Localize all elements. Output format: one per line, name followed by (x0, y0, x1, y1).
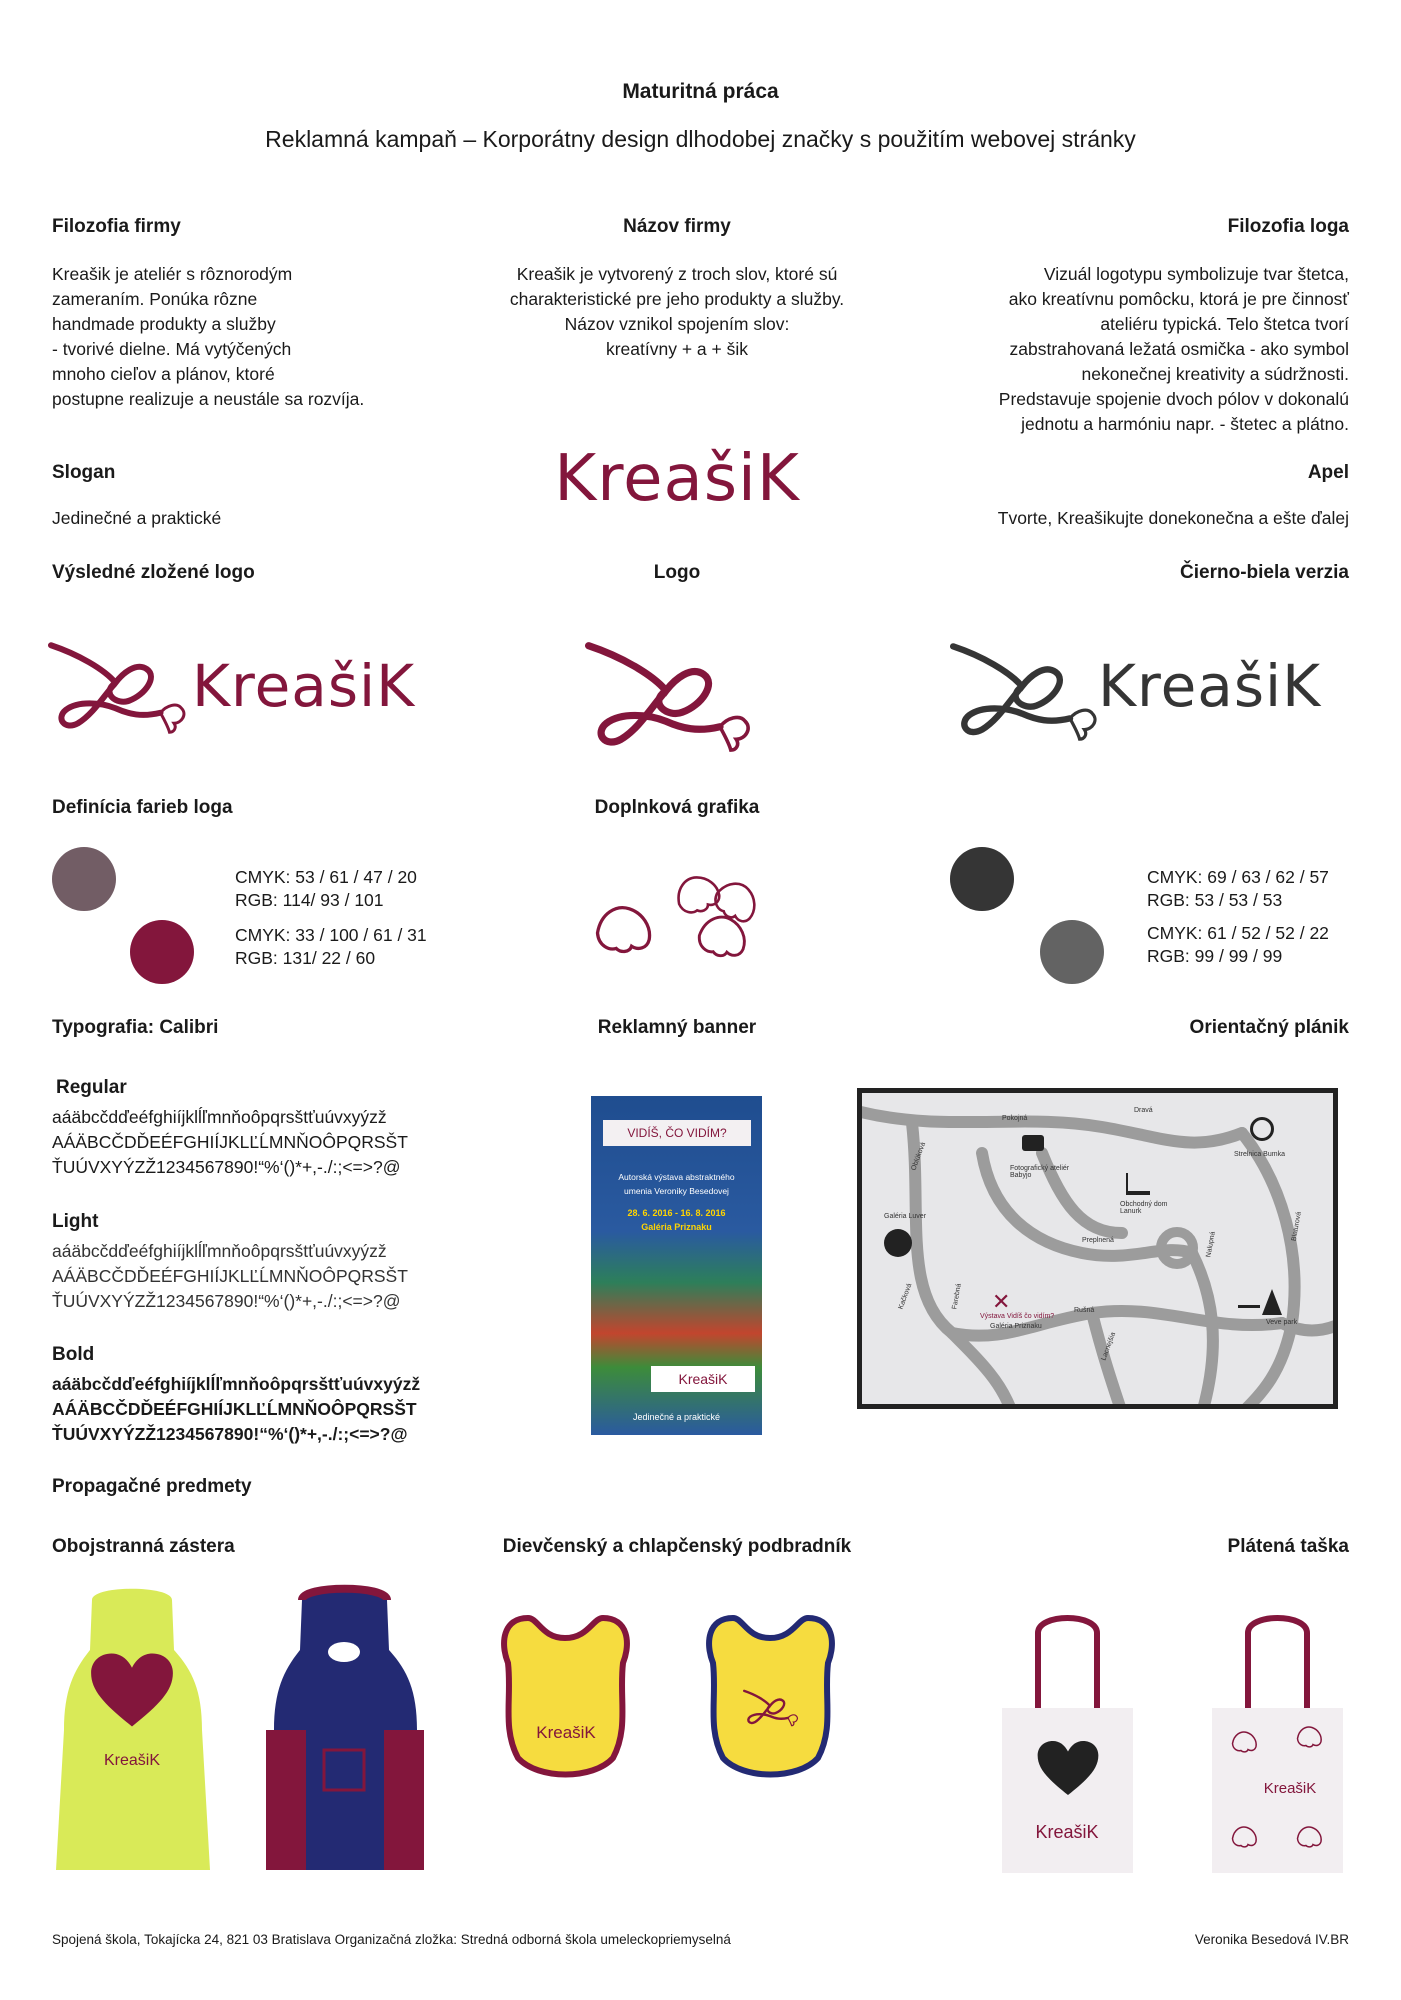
color-1-cmyk: CMYK: 53 / 61 / 47 / 20 (235, 867, 417, 887)
heading-taska: Plátená taška (1227, 1536, 1349, 1557)
map-label-rusna: Rušná (1074, 1307, 1095, 1314)
color-swatch-1 (52, 847, 116, 911)
nazov-firmy-text: Kreašik je vytvorený z troch slov, ktoré sú charakteristické pre jeho produkty a služby. Názov vznikol spojením slov: kreatívny + a + šik (509, 264, 845, 359)
map-label-galeria-priznaku: Galéria Priznaku (990, 1323, 1042, 1330)
map-label-drava: Dravá (1134, 1107, 1153, 1114)
button-icon (884, 1229, 912, 1257)
color-2-rgb: RGB: 131/ 22 / 60 (235, 948, 376, 968)
typo-bold-sample: aáäbcčdďeéfghiíjklĺľmnňoôpqrsštťuúvxyýzž AÁÄBCČDĎEÉFGHIÍJKLĽĹMNŇOÔPQRSŠT ŤUÚVXYÝZŽ1234567890!“%‘()*+,-./:;<=>?@ (52, 1374, 421, 1444)
typo-regular-sample: aáäbcčdďeéfghiíjklĺľmnňoôpqrsštťuúvxyýzž AÁÄBCČDĎEÉFGHIÍJKLĽĹMNŇOÔPQRSŠT ŤUÚVXYÝZŽ1234567890!“%‘()*+,-./:;<=>?@ (52, 1107, 408, 1177)
banner-place: Galéria Priznaku (641, 1222, 712, 1232)
leaf-icon (590, 900, 660, 955)
heading-filozofia-loga: Filozofia loga (1227, 216, 1349, 237)
map-label-farebna: Farebná (951, 1283, 963, 1310)
tote-bag-heart (1000, 1608, 1135, 1878)
typo-regular-label: Regular (56, 1077, 127, 1098)
map-label-kackova: Kačková (897, 1282, 914, 1311)
typo-bold-label: Bold (52, 1344, 95, 1365)
page-subtitle: Reklamná kampaň – Korporátny design dlhodobej značky s použitím webovej stránky (265, 126, 1136, 152)
color-3-rgb: RGB: 53 / 53 / 53 (1147, 890, 1283, 910)
leaf-icon (691, 905, 757, 964)
heading-banner: Reklamný banner (597, 1017, 757, 1038)
map-label-lacnejsia: Lacnejšia (1100, 1331, 1118, 1362)
camera-icon (1022, 1135, 1044, 1151)
color-3-cmyk: CMYK: 69 / 63 / 62 / 57 (1147, 867, 1329, 887)
map-label-obluk: Oblúková (910, 1141, 928, 1172)
color-4-cmyk: CMYK: 61 / 52 / 52 / 22 (1147, 923, 1329, 943)
banner-line-2: umenia Veroniky Besedovej (624, 1186, 729, 1196)
heading-planik: Orientačný plánik (1189, 1017, 1349, 1038)
apron-logo: KreašiK (103, 1752, 161, 1769)
banner-title: VIDÍŠ, ČO VIDÍM? (603, 1120, 751, 1146)
apel-text: Tvorte, Kreašikujte donekonečna a ešte ďalej (997, 508, 1349, 528)
orientation-map (857, 1088, 1338, 1409)
color-1-rgb: RGB: 114/ 93 / 101 (235, 890, 384, 910)
heading-cb-verzia: Čierno-biela verzia (1180, 562, 1349, 583)
color-3-values (1147, 866, 1329, 912)
advertising-banner (591, 1096, 762, 1435)
heading-zastera: Obojstranná zástera (52, 1536, 235, 1557)
map-label-foto: Fotografický ateliér Babyjo (1010, 1165, 1070, 1179)
filozofia-firmy-text: Kreašik je ateliér s rôznorodým zameraním. Ponúka rôzne handmade produkty a služby - tvorivé dielne. Má vytýčených mnoho cieľov a plánov, ktoré postupne realizuje a neustále sa rozvíja. (52, 264, 365, 409)
page-title: Maturitná práca (622, 80, 779, 103)
brush-logo-only-icon (585, 632, 765, 762)
heading-apel: Apel (1307, 462, 1349, 483)
tote-leaves-logo: KreašiK (1263, 1780, 1317, 1797)
apron-yellow (52, 1580, 212, 1880)
bib-girl-logo: KreašiK (536, 1723, 596, 1742)
map-label-veve: Veve park (1266, 1319, 1298, 1326)
heading-farby: Definícia farieb loga (52, 797, 233, 818)
bench-icon (1238, 1305, 1260, 1318)
heading-logo: Logo (653, 562, 701, 583)
heading-slogan: Slogan (52, 462, 116, 483)
color-4-rgb: RGB: 99 / 99 / 99 (1147, 946, 1283, 966)
filozofia-loga-text: Vizuál logotypu symbolizuje tvar štetca, ako kreatívnu pomôcku, ktorá je pre činnosť ateliéru typická. Telo štetca tvorí zabstrahovaná ležatá osmička - ako symbol nekonečnej kreativity a súdržnosti. Predstavuje spojenie dvoch pólov v dokonalú jednotu a harmóniu napr. - štetec a plátno. (998, 264, 1349, 434)
color-2-cmyk: CMYK: 33 / 100 / 61 / 31 (235, 925, 427, 945)
banner-logo: KreašiK (651, 1366, 755, 1392)
map-label-galeria: Galéria Luver (884, 1213, 927, 1220)
footer-school: Spojená škola, Tokajícka 24, 821 03 Bratislava Organizačná zložka: Stredná odborná škola umeleckopriemyselná (52, 1932, 731, 1947)
tote-bag-leaves (1210, 1608, 1345, 1878)
wordmark-large: KreašiK (554, 442, 800, 516)
map-label-pokojna: Pokojná (1002, 1115, 1028, 1122)
banner-slogan: Jedinečné a praktické (632, 1412, 721, 1422)
map-label-blaturova: Blaturová (1290, 1211, 1303, 1242)
map-label-preplnena: Preplnená (1082, 1237, 1114, 1244)
bib-girl (498, 1608, 633, 1783)
brush-logo-icon (48, 632, 198, 744)
target-icon (1250, 1117, 1274, 1141)
heading-podbradnik: Dievčenský a chlapčenský podbradník (502, 1536, 852, 1557)
brush-logo-bw-icon (950, 632, 1110, 752)
map-label-vystava: Výstava Vidíš čo vidím? (980, 1313, 1055, 1320)
heading-nazov-firmy: Názov firmy (623, 216, 731, 237)
color-swatch-4 (1040, 920, 1104, 984)
map-label-obchod: Obchodný dom Lanurk (1120, 1201, 1168, 1215)
heading-filozofia-firmy: Filozofia firmy (52, 216, 181, 237)
heading-propagacne: Propagačné predmety (52, 1476, 252, 1497)
map-label-strelnica: Strelnica Bumka (1234, 1151, 1285, 1158)
heading-doplnkova: Doplnková grafika (594, 797, 760, 818)
color-1-values (235, 866, 417, 912)
apron-blue (262, 1580, 427, 1880)
heading-typografia: Typografia: Calibri (52, 1017, 219, 1038)
slogan-text: Jedinečné a praktické (52, 508, 222, 528)
color-4-values (1147, 922, 1329, 968)
color-2-values (235, 924, 427, 970)
wordmark-bw: KreašiK (1098, 652, 1322, 720)
cross-marker-icon: ✕ (992, 1289, 1011, 1314)
wordmark-composite: KreašiK (192, 652, 416, 720)
color-swatch-2 (130, 920, 194, 984)
footer-author: Veronika Besedová IV.BR (1194, 1932, 1349, 1947)
banner-line-1: Autorská výstava abstraktného (618, 1172, 735, 1182)
banner-dates: 28. 6. 2016 - 16. 8. 2016 (627, 1208, 726, 1218)
typo-light-sample: aáäbcčdďeéfghiíjklĺľmnňoôpqrsštťuúvxyýzž AÁÄBCČDĎEÉFGHIÍJKLĽĹMNŇOÔPQRSŠT ŤUÚVXYÝZŽ1234567890!“%‘()*+,-./:;<=>?@ (52, 1241, 408, 1311)
color-swatch-3 (950, 847, 1014, 911)
heading-vysledne-logo: Výsledné zložené logo (52, 562, 255, 583)
cart-icon (1126, 1173, 1150, 1195)
tree-icon (1262, 1289, 1282, 1315)
typo-light-label: Light (52, 1211, 99, 1232)
bib-boy (703, 1608, 838, 1783)
map-label-nalupna: Nalupná (1205, 1231, 1217, 1258)
tote-heart-logo: KreašiK (1035, 1822, 1099, 1842)
